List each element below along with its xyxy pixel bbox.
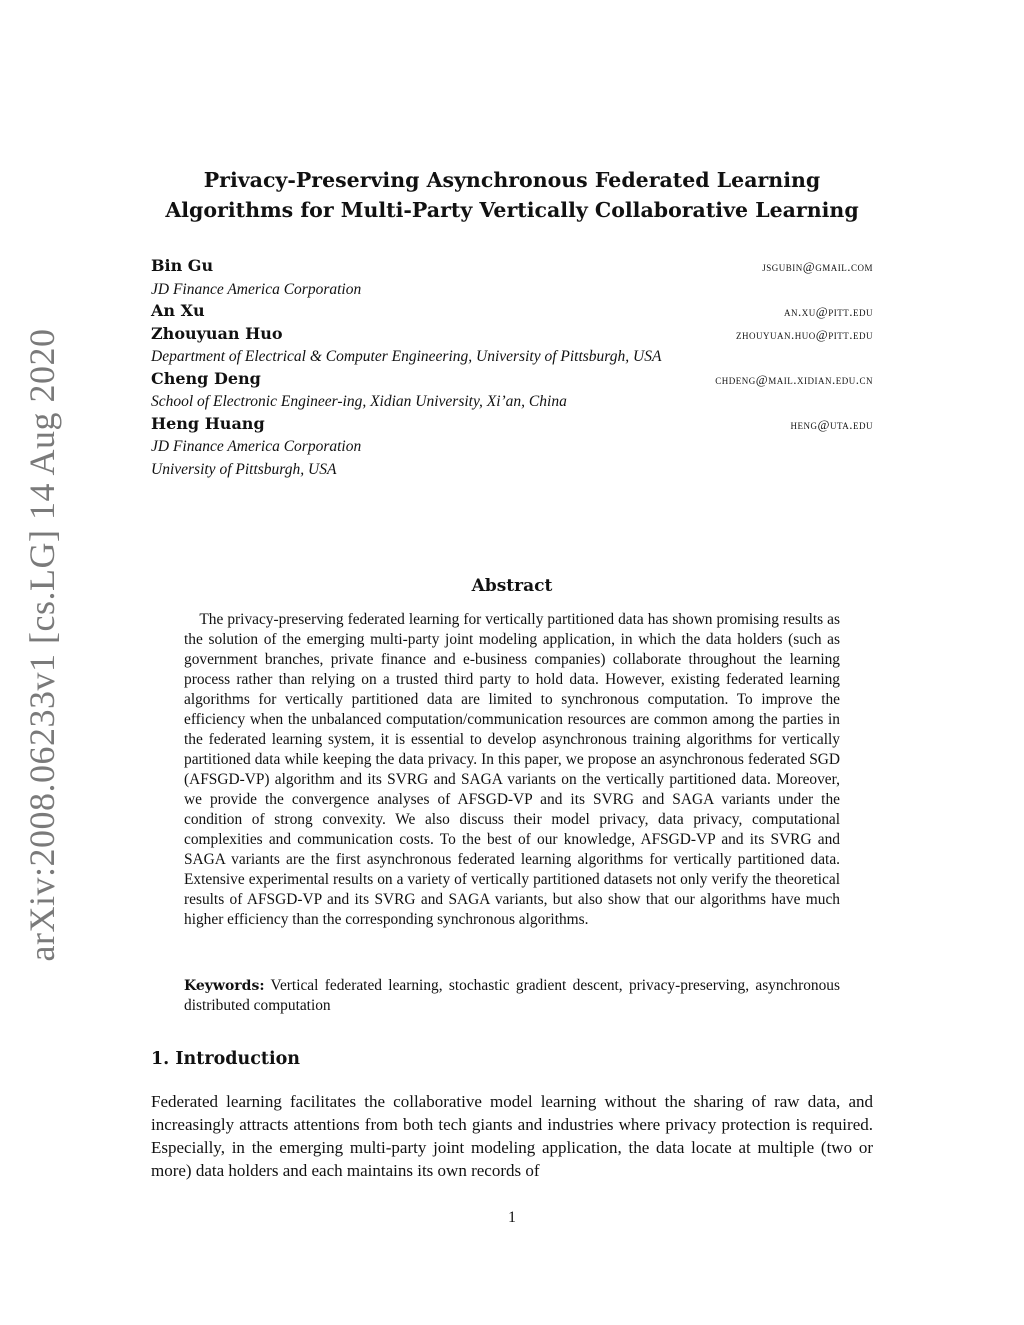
title-line-2: Algorithms for Multi-Party Vertically Collaborative Learning bbox=[165, 198, 859, 222]
author-affiliation: School of Electronic Engineer-ing, Xidian University, Xi’an, China bbox=[151, 393, 567, 410]
author-block bbox=[151, 256, 873, 481]
arxiv-stamp: arXiv:2008.06233v1 [cs.LG] 14 Aug 2020 bbox=[22, 328, 62, 962]
author-row bbox=[151, 301, 873, 324]
author-row bbox=[151, 324, 873, 347]
abstract-text: The privacy-preserving federated learning for vertically partitioned data has shown promising results as the solution of the emerging multi-party joint modeling application, in which the data holders (such as government branches, private finance and e-business companies) collaborate throughout the learning process rather than relying on a trusted third party to hold data. However, existing federated learning algorithms for vertically partitioned data are limited to synchronous computation. To improve the efficiency when the unbalanced computation/communication resources are common among the parties in the federated learning system, it is essential to develop asynchronous training algorithms for vertically partitioned data while keeping the data privacy. In this paper, we propose an asynchronous federated SGD (AFSGD-VP) algorithm and its SVRG and SAGA variants on the vertically partitioned data. Moreover, we provide the convergence analyses of AFSGD-VP and its SVRG and SAGA variants under the condition of strong convexity. We also discuss their model privacy, data privacy, computational complexities and communication costs. To the best of our knowledge, AFSGD-VP and its SVRG and SAGA variants are the first asynchronous federated learning algorithms for vertically partitioned data. Extensive experimental results on a variety of vertically partitioned datasets not only verify the theoretical results of AFSGD-VP and its SVRG and SAGA variants, but also show that our algorithms have much higher efficiency than the corresponding synchronous algorithms. bbox=[184, 611, 840, 928]
author-email[interactable]: an.xu@pitt.edu bbox=[784, 304, 873, 319]
keywords-block bbox=[184, 976, 840, 1016]
page-number: 1 bbox=[508, 1209, 516, 1226]
author-name: Zhouyuan Huo bbox=[151, 323, 283, 343]
author-name: An Xu bbox=[151, 301, 205, 320]
author-name: Bin Gu bbox=[151, 256, 214, 275]
author-row bbox=[151, 414, 873, 437]
author-email[interactable]: zhouyuan.huo@pitt.edu bbox=[736, 326, 873, 342]
author-name: Heng Huang bbox=[151, 413, 265, 433]
keywords-text: Vertical federated learning, stochastic gradient descent, privacy-preserving, asynchronous distributed computation bbox=[184, 977, 840, 1014]
section-heading-introduction: 1. Introduction bbox=[151, 1049, 300, 1069]
author-affiliation: University of Pittsburgh, USA bbox=[151, 460, 337, 478]
author-row bbox=[151, 256, 873, 279]
keywords-label: Keywords: bbox=[184, 978, 265, 994]
author-affiliation: JD Finance America Corporation bbox=[151, 438, 362, 455]
abstract-heading: Abstract bbox=[471, 576, 553, 596]
title-line-1: Privacy-Preserving Asynchronous Federated Learning bbox=[203, 168, 821, 192]
author-email[interactable]: heng@uta.edu bbox=[790, 416, 873, 432]
paper-title bbox=[140, 165, 884, 225]
author-affiliation: JD Finance America Corporation bbox=[151, 280, 362, 298]
introduction-text: Federated learning facilitates the collaborative model learning without the sharing of raw data, and increasingly attracts attentions from both tech giants and industries where privacy protection is required. Especially, in the emerging multi-party joint modeling application, the data locate at multiple (two or more) data holders and each maintains its own records of bbox=[151, 1092, 873, 1180]
author-name: Cheng Deng bbox=[151, 368, 261, 388]
author-email[interactable]: chdeng@mail.xidian.edu.cn bbox=[715, 371, 873, 387]
author-email[interactable]: jsgubin@gmail.com bbox=[762, 259, 873, 274]
author-row bbox=[151, 369, 873, 392]
author-affiliation: Department of Electrical & Computer Engineering, University of Pittsburgh, USA bbox=[151, 348, 662, 365]
